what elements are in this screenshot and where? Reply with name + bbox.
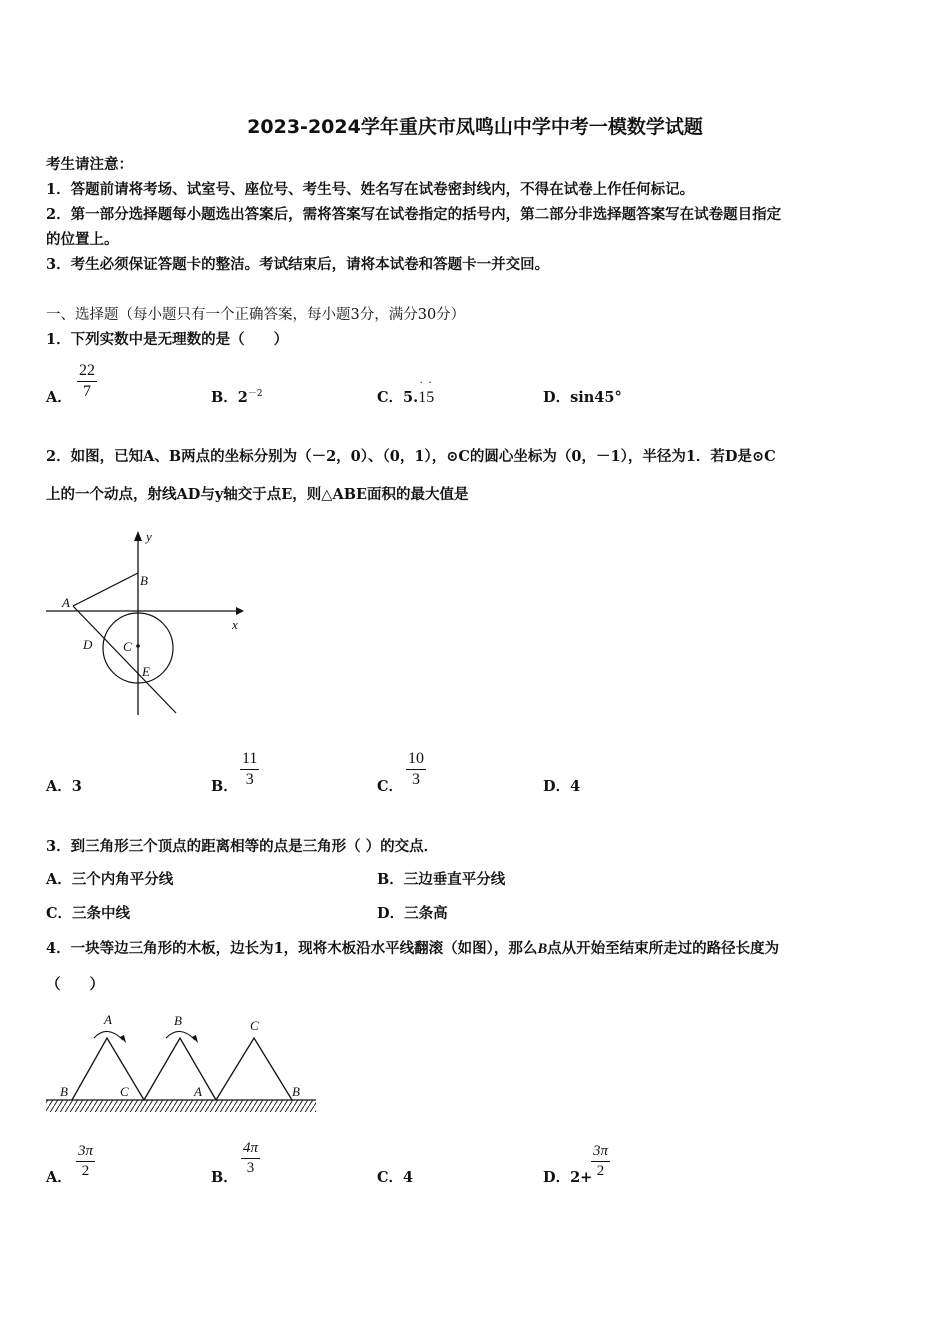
q4-a-numerator: 3π (78, 1143, 94, 1159)
label-top-c: C (250, 1018, 259, 1033)
q2-b-numerator: 11 (242, 750, 258, 767)
q2-stem-line2: 上的一个动点，射线AD与y轴交于点E，则△ABE面积的最大值是 (46, 486, 469, 503)
q3-option-a: A．三个内角平分线 (46, 871, 174, 888)
section-heading: 一、选择题（每小题只有一个正确答案，每小题3分，满分30分） (46, 307, 466, 323)
q4-stem-post: 点从开始至结束所走过的路径长度为 (547, 940, 780, 957)
notice-item-2: 2．第一部分选择题每小题选出答案后，需将答案写在试卷指定的括号内，第二部分非选择题答案写在试卷题目指定 (46, 206, 782, 223)
q4-d-numerator: 3π (593, 1143, 609, 1159)
q2-option-a: A．3 (46, 778, 82, 795)
q4-option-b-label: B． (211, 1169, 238, 1186)
label-y: y (146, 529, 152, 544)
triangle-1 (72, 1038, 144, 1100)
label-bottom-b-right: B (292, 1084, 300, 1099)
label-bottom-c: C (120, 1084, 129, 1099)
q1-option-c (377, 375, 435, 407)
label-top-a: A (104, 1012, 112, 1027)
q4-option-c: C．4 (377, 1169, 414, 1186)
ray-ad (73, 606, 176, 713)
q2-c-denominator: 3 (406, 769, 426, 789)
q1-a-numerator: 22 (79, 362, 95, 379)
roll-arrow-2-head (192, 1035, 198, 1043)
q4-a-denominator: 2 (76, 1161, 95, 1180)
ground-hatching (46, 1100, 316, 1112)
q4-option-d-label: D．2+ (543, 1169, 593, 1186)
q2-option-d: D．4 (543, 778, 581, 795)
q3-stem: 3．到三角形三个顶点的距离相等的点是三角形（ ）的交点． (46, 838, 439, 855)
page-title: 2023-2024学年重庆市凤鸣山中学中考一模数学试题 (247, 116, 703, 138)
q1-a-denominator: 7 (77, 381, 97, 401)
q4-b-denominator: 3 (241, 1158, 260, 1177)
triangle-2 (144, 1038, 216, 1100)
label-e: E (142, 664, 150, 679)
label-d: D (83, 637, 93, 652)
q1-c-repeating-digits: 15 (418, 389, 435, 406)
label-bottom-b-left: B (60, 1084, 68, 1099)
q3-option-c: C．三条中线 (46, 905, 131, 922)
q4-rolling-triangle-figure (44, 1010, 319, 1120)
label-x: x (232, 617, 238, 632)
q1-b-base: B．2 (211, 389, 248, 406)
q3-option-d: D．三条高 (377, 905, 448, 922)
label-a: A (62, 595, 70, 610)
notice-item-1: 1．答题前请将考场、试室号、座位号、考生号、姓名写在试卷密封线内，不得在试卷上作任何标记。 (46, 181, 695, 198)
notice-item-3: 3．考生必须保证答题卡的整洁。考试结束后，请将本试卷和答题卡一并交回。 (46, 256, 550, 273)
q2-option-b-label: B． (211, 778, 238, 795)
roll-arrow-1 (94, 1031, 123, 1040)
q4-d-denominator: 2 (591, 1161, 610, 1180)
q4-stem-line1 (46, 937, 779, 958)
q2-option-c-label: C． (377, 778, 404, 795)
label-c: C (123, 639, 132, 654)
q4-stem-var: B (537, 941, 548, 957)
label-b: B (140, 573, 148, 588)
q2-option-b-fraction (240, 750, 259, 789)
q1-b-exponent: －2 (247, 389, 263, 400)
x-axis-arrow (236, 607, 244, 615)
q4-b-numerator: 4π (243, 1140, 259, 1156)
q1-option-a-label: A． (46, 389, 72, 406)
q1-c-repeat-dots: · · (419, 375, 434, 389)
q1-option-d: D．sin45° (543, 389, 622, 406)
q3-option-b: B．三边垂直平分线 (377, 871, 506, 888)
center-point-c (136, 644, 140, 648)
q2-coordinate-figure (40, 525, 250, 725)
notice-heading: 考生请注意： (46, 156, 133, 173)
roll-arrow-1-head (120, 1035, 126, 1043)
q1-c-label: C．5. (377, 389, 419, 406)
q4-option-b-fraction (241, 1140, 260, 1177)
q2-stem-line1: 2．如图，已知A、B两点的坐标分别为（－2，0）、（0，1），⊙C的圆心坐标为（0，－1），半径为1．若D是⊙C (46, 448, 776, 465)
q4-option-a-fraction (76, 1143, 95, 1180)
q1-stem: 1．下列实数中是无理数的是（ ） (46, 331, 289, 348)
label-bottom-a: A (194, 1084, 202, 1099)
notice-item-2-cont: 的位置上。 (46, 231, 119, 248)
q4-stem-line2: （ ） (46, 976, 104, 993)
q2-b-denominator: 3 (240, 769, 259, 789)
q4-option-d-fraction (591, 1143, 610, 1180)
segment-ab (73, 573, 138, 606)
q1-option-b (211, 386, 263, 407)
q2-c-numerator: 10 (408, 750, 424, 767)
triangle-3 (216, 1038, 292, 1100)
q4-stem-pre: 4．一块等边三角形的木板，边长为1，现将木板沿水平线翻滚（如图），那么 (46, 940, 538, 957)
q1-option-a-fraction (77, 362, 97, 401)
q4-option-a-label: A． (46, 1169, 72, 1186)
label-top-b: B (174, 1013, 182, 1028)
y-axis-arrow (134, 531, 142, 541)
q2-option-c-fraction (406, 750, 426, 789)
